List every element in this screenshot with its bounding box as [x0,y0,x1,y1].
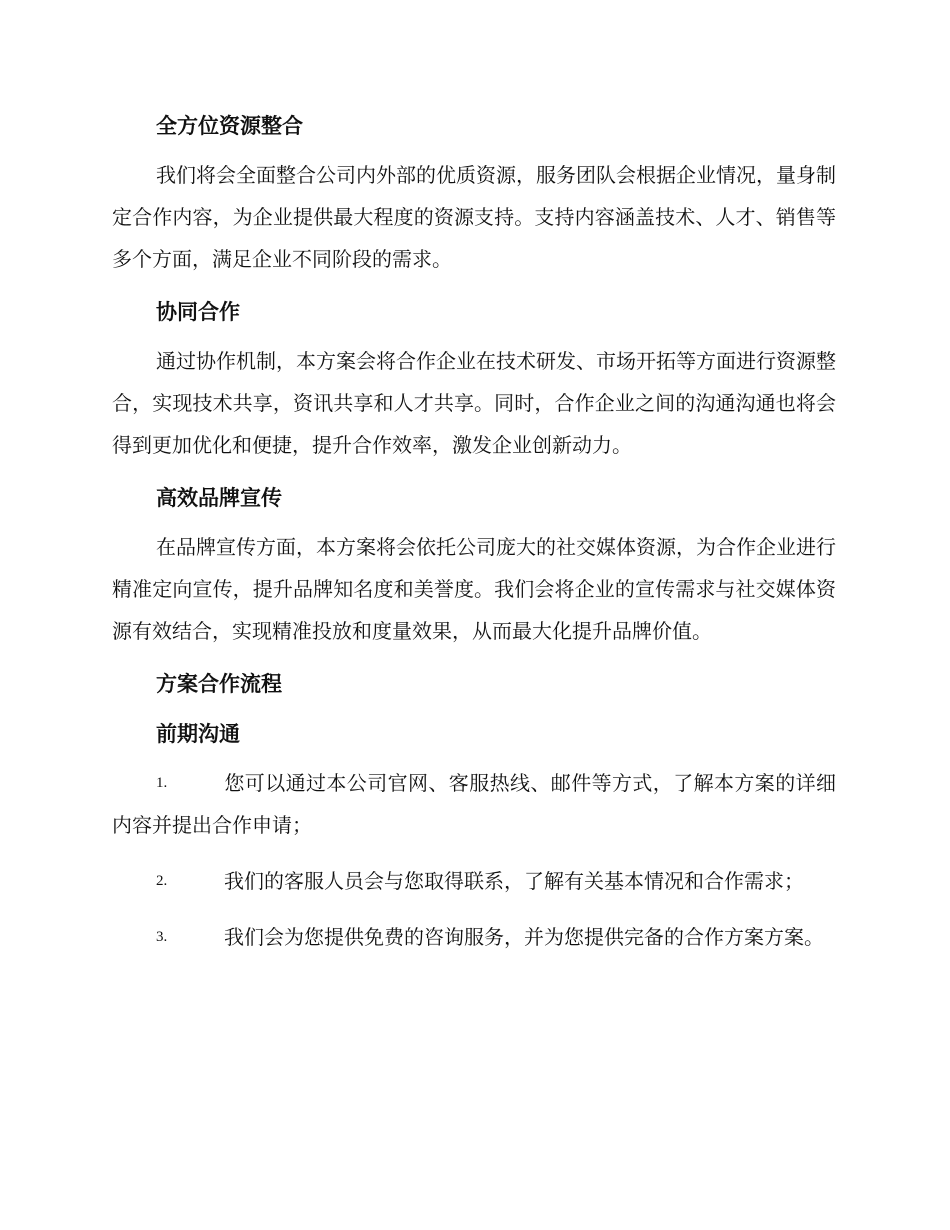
list-item-number: 1. [156,775,168,791]
process-subheading: 前期沟通 [156,722,240,746]
list-item-text: 我们会为您提供免费的咨询服务，并为您提供完备的合作方案方案。 [224,925,824,949]
document-page [112,104,836,958]
list-item [112,762,836,846]
list-item-text: 我们的客服人员会与您取得联系，了解有关基本情况和合作需求； [224,869,804,893]
section-body-brand-promotion: 在品牌宣传方面，本方案将会依托公司庞大的社交媒体资源，为合作企业进行精准定向宣传，提升品牌知名度和美誉度。我们会将企业的宣传需求与社交媒体资源有效结合，实现精准投放和度量效果，从而最大化提升品牌价值。 [112,535,836,643]
list-item-number: 3. [156,929,168,945]
section-heading-brand-promotion: 高效品牌宣传 [156,486,282,510]
list-item [112,860,836,902]
section-heading-collaboration: 协同合作 [156,300,240,324]
section-body-collaboration: 通过协作机制，本方案会将合作企业在技术研发、市场开拓等方面进行资源整合，实现技术共享，资讯共享和人才共享。同时，合作企业之间的沟通沟通也将会得到更加优化和便捷，提升合作效率，激发企业创新动力。 [112,349,836,457]
list-item [112,916,836,958]
process-heading: 方案合作流程 [156,672,282,696]
list-item-text: 您可以通过本公司官网、客服热线、邮件等方式，了解本方案的详细内容并提出合作申请； [112,771,836,837]
section-heading-resource-integration: 全方位资源整合 [156,114,303,138]
list-item-number: 2. [156,873,168,889]
section-body-resource-integration: 我们将会全面整合公司内外部的优质资源，服务团队会根据企业情况，量身制定合作内容，为企业提供最大程度的资源支持。支持内容涵盖技术、人才、销售等多个方面，满足企业不同阶段的需求。 [112,163,836,271]
